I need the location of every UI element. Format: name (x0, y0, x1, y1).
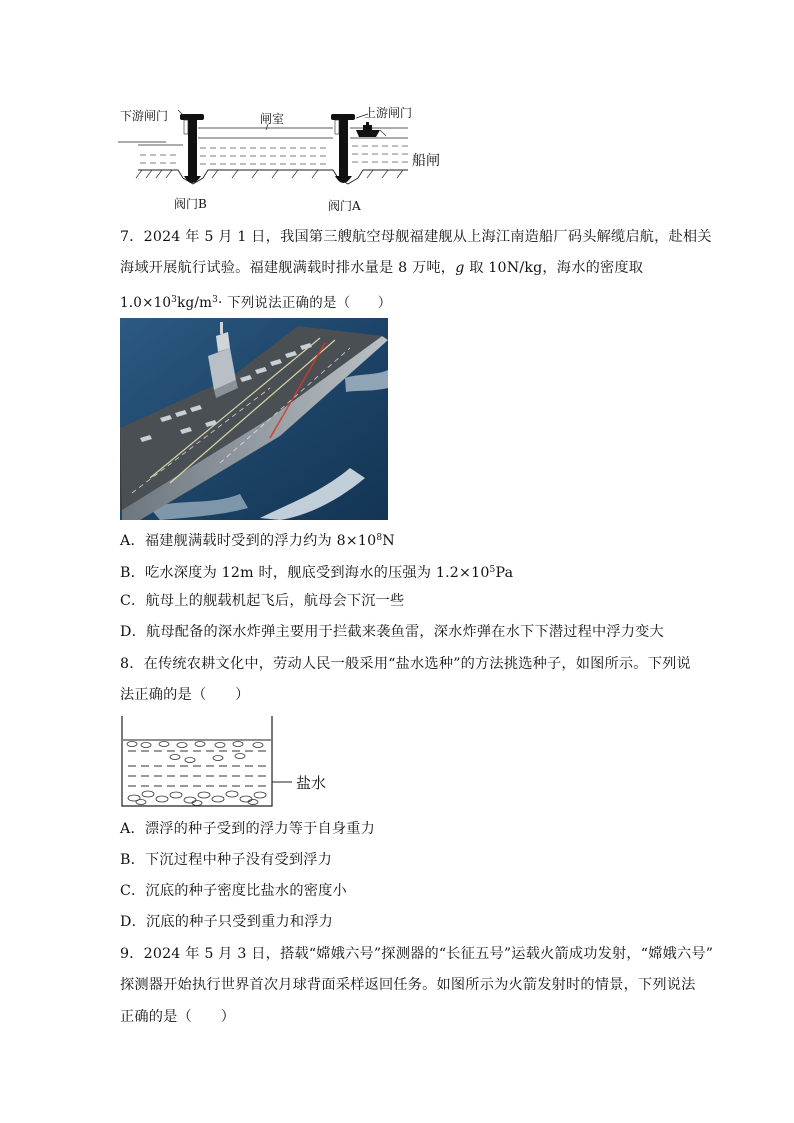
q7-option-b-unit: Pa (495, 565, 514, 581)
q7-option-a-unit: N (382, 533, 395, 549)
q8-line-2: 法正确的是（ ） (120, 687, 250, 703)
q8-option-c: C．沉底的种子密度比盐水的密度小 (120, 883, 347, 899)
q7-line-1: 7．2024 年 5 月 1 日，我国第三艘航空母舰福建舰从上海江南造船厂码头解缆启航，赴相关 (120, 229, 712, 245)
q8-option-d: D．沉底的种子只受到重力和浮力 (120, 914, 334, 930)
q9-line-1: 9．2024 年 5 月 3 日，搭载“嫦娥六号”探测器的“长征五号”运载火箭成功发射，“嫦娥六号” (120, 946, 714, 962)
q8-option-a: A．漂浮的种子受到的浮力等于自身重力 (120, 821, 376, 837)
downstream-gate-label: 下游闸门 (120, 109, 169, 123)
q7-option-a-text: A．福建舰满载时受到的浮力约为 8×10 (120, 533, 377, 549)
q7-option-b-sup: 5 (489, 565, 496, 575)
q7-line-3-sup1: 3 (171, 295, 178, 305)
q7-line-3 (120, 290, 391, 313)
q7-option-b (120, 560, 513, 583)
gate-d-label: D (188, 120, 198, 134)
salt-water-figure (120, 714, 340, 810)
q7-option-c: C．航母上的舰载机起飞后，航母会下沉一些 (120, 593, 405, 609)
q9-line-2: 探测器开始执行世界首次月球背面采样返回任务。如图所示为火箭发射时的情景，下列说法 (120, 977, 696, 993)
valve-b-label: 阀门B (174, 197, 207, 211)
q7-option-a-sup: 8 (376, 533, 383, 543)
carrier-illustration (120, 318, 388, 520)
q7-option-d: D．航母配备的深水炸弹主要用于拦截来袭鱼雷，深水炸弹在水下下潜过程中浮力变大 (120, 624, 664, 640)
q7-option-b-text: B．吃水深度为 12m 时，舰底受到海水的压强为 1.2×10 (120, 565, 490, 581)
gate-c-label: C (339, 120, 349, 134)
q7-line-3-sup2: 3 (212, 295, 219, 305)
q7-line-3-b: kg/m (177, 295, 213, 311)
beaker-diagram (120, 714, 340, 810)
chamber-label: 闸室 (260, 112, 285, 126)
ship-lock-caption: 船闸 (412, 153, 440, 169)
q7-option-a (120, 528, 395, 551)
boat-icon (356, 122, 380, 137)
q9-line-3: 正确的是（ ） (120, 1009, 236, 1025)
ship-lock-figure (118, 100, 458, 215)
aircraft-carrier-photo (120, 318, 388, 520)
q7-line-3-c: · 下列说法正确的是（ ） (218, 295, 392, 311)
q7-line-2-b: 取 10N/kg，海水的密度取 (464, 260, 644, 276)
q7-line-2 (120, 258, 643, 278)
upstream-gate-label: 上游闸门 (364, 106, 413, 120)
q8-line-1: 8．在传统农耕文化中，劳动人民一般采用“盐水选种”的方法挑选种子，如图所示。下列说 (120, 656, 691, 672)
valve-a-label: 阀门A (328, 199, 361, 213)
q7-line-2-a: 海域开展航行试验。福建舰满载时排水量是 8 万吨， (120, 260, 456, 276)
q8-option-b: B．下沉过程中种子没有受到浮力 (120, 852, 333, 868)
salt-water-label: 盐水 (296, 774, 327, 792)
q7-g-symbol: g (455, 260, 465, 276)
q7-line-3-a: 1.0×10 (120, 295, 172, 311)
